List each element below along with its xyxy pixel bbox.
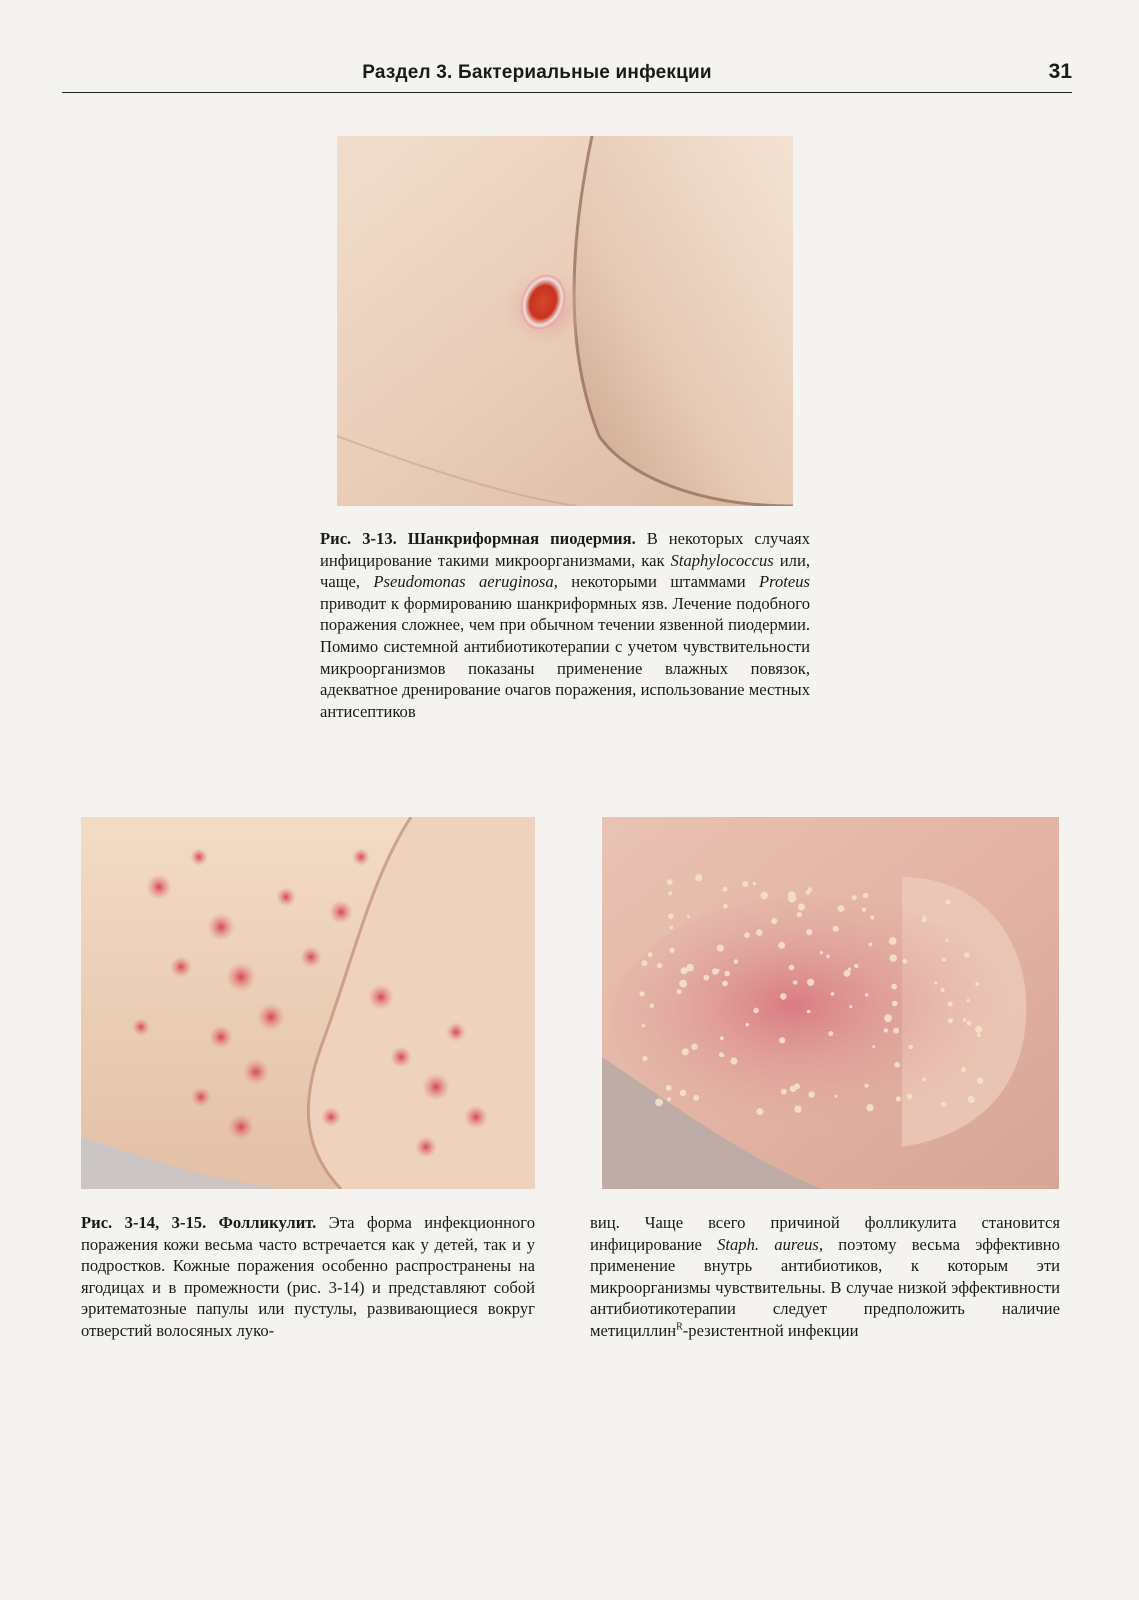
pustule-dot [742,881,748,887]
pustule-dot [967,1021,972,1026]
pustule-dot [779,1037,785,1043]
pustule-dot [828,1031,833,1036]
pustule-dot [790,1086,797,1093]
pustule-dot [975,982,979,986]
figure-3-15-photo [602,817,1059,1189]
caption-text: или, чаще, [320,550,810,592]
pustule-dot [894,1062,900,1068]
pustule-dot [909,1045,913,1049]
pustule-dot [848,968,851,971]
pustule-dot [907,1094,913,1100]
pustule-dot [833,926,839,932]
pustule-dot [844,970,851,977]
pustule-dot [734,959,739,964]
pustule-dot [864,1084,868,1088]
pustule-dot [639,991,644,996]
pustule-dot [642,1024,645,1027]
pustule-dot [667,1097,671,1101]
running-header [62,58,1072,93]
pustule-dot [788,891,796,899]
pustule-dot [946,900,951,905]
pustule-dot [695,874,702,881]
pustule-dot [744,932,750,938]
pustule-dot [963,1018,967,1022]
pustule-dot [724,971,730,977]
pustule-dot [854,964,858,968]
pustule-dot [719,1052,724,1057]
caption-text: Эта форма инфекционного поражения кожи весьма часто встречается как у детей, так и у подростков. Кожные поражения особенно распространены на ягодицах и в промежности (рис. 3-14) и представляют собой эритематозные папулы или пустулы, развивающиеся вокруг отверстий волосяных луко- [81,1213,535,1340]
pustule-dot [852,895,857,900]
pustule-dot [849,1005,852,1008]
pustule-dot [753,1008,759,1014]
pustule-dot [863,893,868,898]
pustule-dot [893,1028,899,1034]
pustule-dot [703,975,709,981]
pustule-dot [730,1057,737,1064]
pustule-dot [902,959,907,964]
resistance-superscript: R [676,1321,683,1333]
page-number: 31 [1048,60,1072,83]
pustule-dot [680,1090,686,1096]
organism-name: Staph. aureus [717,1234,819,1254]
figure-3-13-caption [320,528,810,722]
pustule-dot [669,948,674,953]
pustule-dot [964,952,969,957]
pustule-dot [693,1095,699,1101]
pustule-dot [945,939,948,942]
pustule-dot [942,958,946,962]
pustule-dot [889,937,897,945]
pustule-dot [771,918,777,924]
pustule-dot [780,993,787,1000]
pustule-dot [793,980,797,984]
pustule-dot [806,929,812,935]
pustule-dot [806,890,811,895]
pustule-dot [869,943,873,947]
pustule-dot [862,908,866,912]
pustule-dot [648,952,653,957]
pustule-dot [723,904,728,909]
pustule-dot [655,1099,663,1107]
pustule-dot [872,1045,875,1048]
pustule-dot [642,1056,647,1061]
pustule-dot [756,929,763,936]
pustule-dot [838,905,845,912]
pustule-dot [789,965,795,971]
pustule-dot [657,963,662,968]
organism-name: Proteus [758,572,810,592]
pustule-dot [720,1036,724,1040]
figure-3-13-photo [337,136,793,506]
pustule-dot [650,1004,654,1008]
pustule-dot [934,981,937,984]
caption-text: , поэтому весьма эффективно применение внутрь антибиотиков, к которым эти микроорганизмы чувствительны. В случае низкой эффективности антибиотикотерапии следует предположить наличие метициллин [590,1234,1060,1340]
pustule-dot [670,926,674,930]
pustule-dot [968,1096,975,1103]
pustule-dot [666,1085,672,1091]
pustule-dot [781,1089,787,1095]
pustule-dot [686,964,694,972]
pustule-dot [691,1044,697,1050]
pustule-dot [753,882,756,885]
pustule-dot [797,912,802,917]
pustule-dot [834,1095,837,1098]
caption-text: -резистентной инфекции [682,1320,859,1340]
pustule-dot [820,951,823,954]
figure-3-14-caption-right [590,1212,1060,1342]
pustule-dot [761,892,768,899]
caption-text: , некоторыми штаммами [553,572,759,592]
figure-3-14-label: Рис. 3-14, 3-15. Фолликулит. [81,1213,317,1232]
figure-3-13-label: Рис. 3-13. Шанкриформная пиодермия. [320,529,636,548]
pustule-dot [884,1014,892,1022]
pustule-dot [977,1077,984,1084]
pustule-dot [975,1026,982,1033]
pustule-dot [948,1018,953,1023]
pustule-dot [668,914,673,919]
pustule-dot [746,1023,749,1026]
caption-text: виц. Чаще всего причиной фолликулита становится инфицирование [590,1213,1060,1254]
section-title: Раздел 3. Бактериальные инфекции [362,62,712,83]
pustule-dot [717,945,724,952]
pustule-dot [682,1048,689,1055]
pustule-dot [866,1104,873,1111]
caption-text: приводит к формированию шанкриформных язв. Лечение подобного поражения сложнее, чем при обычном течении язвенной пиодермии. Помимо системной антибиотикотерапии с учетом чувствительности микроорганизмов показаны применение влажных повязок, адекватное дренирование очагов поражения, использование местных антисептиков [320,593,810,721]
pustule-dot [808,1091,814,1097]
pustule-dot [794,1105,801,1112]
organism-name: Staphylococcus [670,550,774,570]
pustule-dot [889,954,897,962]
pustule-dot [807,979,814,986]
pustule-dot [967,999,970,1002]
pustule-dot [941,988,945,992]
pustule-dot [716,969,719,972]
pustule-dot [948,1001,953,1006]
pustule-dot [667,879,673,885]
organism-name: Pseudomonas aeruginosa [373,572,554,592]
pustule-dot [668,891,672,895]
figure-3-14-photo [81,817,535,1189]
pustule-dot [922,917,927,922]
pustule-dot [892,1001,898,1007]
pustule-dot [798,904,805,911]
figure-3-14-caption-left [81,1212,535,1342]
pustule-dot [807,1010,811,1014]
pustule-dot [961,1067,966,1072]
pustule-dot [977,1033,981,1037]
pustule-dot [865,993,868,996]
pustule-dot [896,1096,901,1101]
pustule-dot [884,1028,888,1032]
pustule-dot [778,942,785,949]
pustule-dot [687,915,690,918]
pustule-dot [641,960,647,966]
pustule-dot [826,954,830,958]
pustule-dot [723,887,728,892]
pustule-dot [831,992,835,996]
pustule-dot [891,984,897,990]
caption-text: В некоторых случаях инфицирование такими микроорганизмами, как [320,529,810,570]
pustule-dot [679,980,687,988]
pustule-dot [677,989,682,994]
pustule-dot [756,1108,763,1115]
pustule-dot [870,916,874,920]
pustule-dot [923,1078,927,1082]
pustule-dot [722,981,728,987]
pustule-dot [941,1102,946,1107]
